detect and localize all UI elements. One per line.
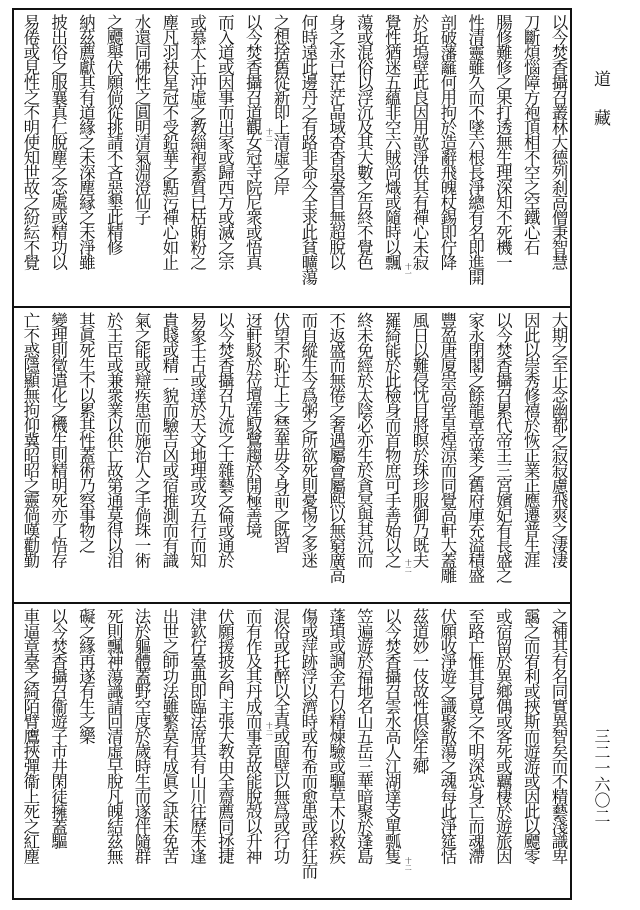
text-column: 以今焚香攝召雲水高人江湖達支單瓢隻 [382, 608, 402, 863]
text-column: 靄之而宥利或挾斯而遊游或因此以飃零 [521, 608, 541, 863]
text-column: 不返盛而無倦之奢遇屬會屬熙以無窮廣高 [326, 312, 346, 582]
text-column: 而有作及其丹成而事竟故能脫殻以升神 [243, 608, 263, 863]
text-column: 以今焚香攝召九流之士雜藝之倫或通於 [215, 312, 235, 567]
lower-register [14, 602, 570, 898]
text-column: 大期之至止念幽都之寂寂慮飛爽之淒淒 [549, 312, 568, 567]
text-column: 混俗或托醉以全真或面壁以無爲或行功 [271, 608, 290, 863]
text-column: 法於軀體蓋野空度於歲時生而遂伴隨群 [132, 608, 151, 863]
text-column: 伏願收淨遊之識聚散蕩之魂每此淨筵恬 [437, 608, 457, 863]
text-column: 之補其有名同實異智矣而不精藝淺識卑 [549, 608, 568, 863]
text-column: 貴賤或精一貌而驗吉凶或宿推測而有識 [159, 312, 179, 567]
text-column: 易象壬占或達於天文地理或攻五行而知 [187, 312, 207, 567]
text-column: 笠遍遊於福地名山五岳三華暗聚於蓬島 [354, 608, 374, 863]
upper-register [14, 10, 570, 304]
text-column: 披出俗之服襄真仁脫塵之念處或精功以 [48, 14, 68, 269]
text-column: 蓬瑣或調金石以精煉驗或驅草木以救疾 [326, 608, 346, 863]
text-column: 家永閉閣之餘龍章帝業之舊府庫充溢積盛 [465, 312, 485, 582]
text-column: 礙之緣再遂有生之樂 [76, 608, 96, 743]
text-column: 亡不惑隱顯無拘仰冀昭昭之靈倘嘆勸勤 [20, 312, 40, 567]
text-column: 刀斷煩惱障方袍頂相不空之空鐵心石 [521, 14, 541, 254]
text-column: 迓軒駁於莅壇莲馭鷺趨於開極善境 [243, 312, 263, 537]
text-column: 因此以崇秀修禧於恢正業正應遷普生涯 [521, 312, 541, 567]
text-column: 津欽佇臺典即臨法席其有山川往歷未逢 [187, 608, 207, 863]
text-column: 納茲薦獻其有道緣之未深塵縁之未淨雖 [76, 14, 96, 269]
text-column: 伏望不恥辻上之禁華毋令身前之既習 [271, 312, 290, 552]
column-marker: 十二 [404, 856, 413, 871]
text-column: 以今焚香攝召衞遊子市井閑徒擁蓋驅 [48, 608, 68, 848]
text-column: 出世之師功法雖繁莫有成眞之訣未免苦 [159, 608, 179, 863]
text-column: 或慕太上沖虛之教緇袍素質已枯賄粉之 [187, 14, 207, 269]
text-column: 何時遠此邊丹之有路非命今全求此貧曠蕩 [298, 14, 318, 284]
scripture-page [12, 8, 572, 900]
text-column: 或宿留於異鄉偶或客死或覊棲於遊旅因 [493, 608, 513, 863]
text-column: 塵凡羽袂星冠不受鉛華之點污禪心如止 [159, 14, 179, 269]
text-column: 死則飄神蕩識請回清虛早脫凡魄結茲無 [104, 608, 124, 863]
text-column: 其眞死生不以累其性蓋術乃察事物之 [76, 312, 96, 552]
text-column: 腸修難修之果打透無生理深知不死機一 [493, 14, 513, 269]
text-column: 茲道妙一伎故性俱陰生鄉 [410, 608, 429, 773]
text-column: 易倦或見性之不明使知世故之紛紜不覺 [20, 14, 40, 269]
column-marker: 十二 [265, 721, 274, 736]
text-column: 伏願援披玄門主張大教由全齋薦同拯捷 [215, 608, 235, 863]
text-column: 於坵塢壁此良因用歆淨供其有禪心未寂 [410, 14, 429, 269]
text-column: 而入道或因事而出家或歸西方或滅之宗 [215, 14, 235, 269]
text-column: 終未免經於太陰必亦生於貪冥與其沉而 [354, 312, 374, 567]
text-column: 身之永已茫茫晶域杳杳泉臺目無超脫以 [326, 14, 346, 269]
text-column: 豐盈唐厦崇高堂皇煌涼而同覺高軒大蓋雕 [437, 312, 457, 582]
text-column: 而自縱生今爲粥之所欲死則憂惕之多迷 [298, 312, 318, 567]
column-marker: 十二 [265, 127, 274, 142]
text-column: 羅綺能於此檢身而首物庶可手善始以之 [382, 312, 402, 567]
text-column: 性清靈雖久而不墜六根長淨總有名即進開 [465, 14, 485, 284]
text-column: 之飃舉伏願倘從挑請不吝惡墾此精修 [104, 14, 124, 254]
text-column: 水還同佛性之圓明清氣淵澄仙子 [132, 14, 151, 224]
page-number: 三二一六〇二 [592, 728, 611, 824]
text-column: 傷或萍跡浮以濟時或布希而愈患或佯狂而 [298, 608, 318, 878]
text-column: 至路亡惟其見覓之不明深恐身亡而魂滯 [465, 608, 485, 863]
column-marker: 十一 [404, 262, 413, 277]
text-column: 以今焚香攝召累代帝王三宮嬪妃有長盛之 [493, 312, 513, 582]
text-column: 剖破藩籬何用拘於造辭飛魄杖錫即佇降 [437, 14, 457, 269]
column-marker: 十二 [404, 559, 413, 574]
text-column: 覺性猶迷五蘊非空六賊尚熾或隨時以飄 [382, 14, 402, 269]
text-column: 以今焚香攝召叢林大德列刹高僧秉智慧 [549, 14, 568, 269]
text-column: 以今焚香攝召道觀女冠寺院尼衆或悟真 [243, 14, 263, 269]
text-column: 風日以難侵忱目將瞑於珠珍服御乃既夫 [410, 312, 429, 567]
middle-register [14, 306, 570, 600]
text-column: 變理則徵遣化之機生則精明死亦了悟存 [48, 312, 68, 567]
text-column: 蕩或混俗以浮沉及其大數之告終不覺色 [354, 14, 374, 269]
margin-title: 道藏 [590, 70, 610, 148]
text-column: 車逼章臺之綺陌臂鷹挾彈衞上死之紅塵 [20, 608, 40, 863]
text-column: 氣之能或辯疾患而施治人之手倘珠一術 [132, 312, 151, 567]
text-column: 於王臣或兼衆業以供亡故第通莫得以泪 [104, 312, 124, 567]
text-column: 之想捨舊從新即上清虛之岸 [271, 14, 290, 194]
